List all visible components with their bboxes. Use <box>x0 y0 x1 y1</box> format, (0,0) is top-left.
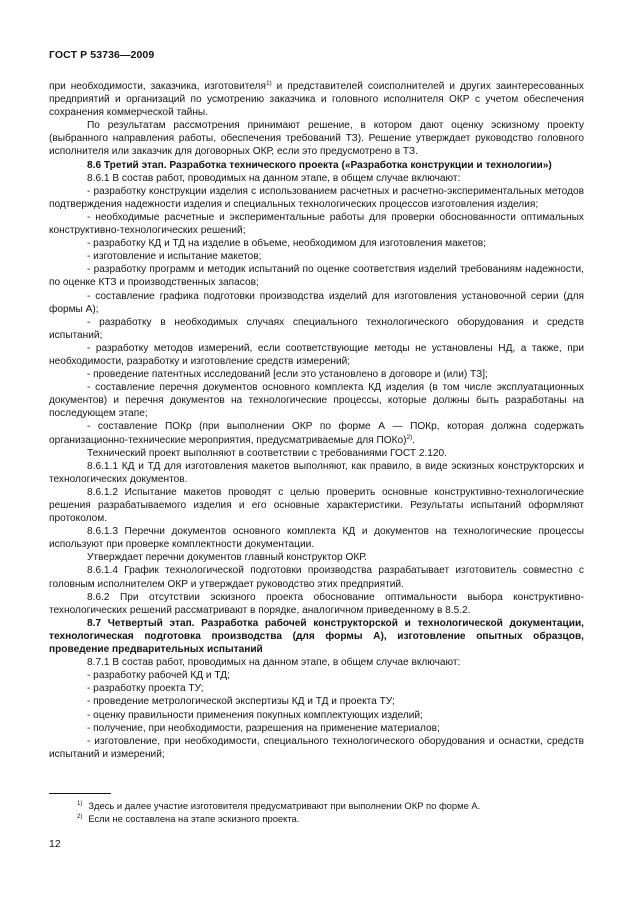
paragraph-text: - проведение патентных исследований [если это установлено в договоре и (или) ТЗ]; <box>87 369 488 381</box>
paragraph <box>49 316 584 342</box>
paragraph-text: 8.6.2 При отсутствии эскизного проекта обоснование оптимальности выбора конструктивно-технологических решений рассматривают в порядке, аналогичном приведенному в 8.5.2. <box>49 591 584 616</box>
paragraph <box>49 656 584 669</box>
paragraph-text: 8.6 Третий этап. Разработка технического проекта («Разработка конструкции и технологии») <box>87 159 552 171</box>
footnote-text: Если не составлена на этапе эскизного проекта. <box>88 813 300 824</box>
paragraph-text: Технический проект выполняют в соответствии с требованиями ГОСТ 2.120. <box>87 447 447 459</box>
paragraph <box>49 211 584 237</box>
paragraph-text: - изготовление и испытание макетов; <box>87 251 262 263</box>
paragraph-text: - разработку методов измерений, если соответствующие методы не установлены НД, а также, при необходимости, разработку и изготовление средств измерений; <box>49 342 584 367</box>
paragraph <box>49 460 584 486</box>
body-text <box>49 80 584 761</box>
paragraph-text: - разработку конструкции изделия с использованием расчетных и расчетно-экспериментальных методов подтверждения надежности изделия и специальных технологических процессов изготовления изделия; <box>49 185 584 210</box>
paragraph <box>49 722 584 735</box>
paragraph-text: 8.6.1.4 График технологической подготовки производства разрабатывает изготовитель совместно с головным исполнителем ОКР и утверждает руководство этих предприятий. <box>49 565 584 590</box>
footnote <box>77 799 584 812</box>
paragraph <box>49 709 584 722</box>
paragraph-text: - необходимые расчетные и экспериментальные работы для проверки обоснованности оптимальных конструктивно-технологических решений; <box>49 211 584 237</box>
footnote-reference[interactable]: 1) <box>265 80 272 87</box>
paragraph <box>49 263 584 289</box>
paragraph <box>49 447 584 460</box>
paragraph <box>49 185 584 211</box>
paragraph <box>49 564 584 590</box>
paragraph <box>49 486 584 525</box>
document-header: ГОСТ Р 53736—2009 <box>49 49 155 61</box>
paragraph <box>49 119 584 158</box>
paragraph-text: - разработку проекта ТУ; <box>87 683 204 695</box>
paragraph <box>49 695 584 708</box>
paragraph-text: - проведение метрологической экспертизы КД и ТД и проекта ТУ; <box>87 696 395 708</box>
paragraph <box>49 80 584 119</box>
footnote-text: Здесь и далее участие изготовителя предусматривают при выполнении ОКР по форме А. <box>88 800 481 811</box>
paragraph-text: 8.7.1 В состав работ, проводимых на данном этапе, в общем случае включают: <box>87 657 461 669</box>
paragraph-text: - разработку КД и ТД на изделие в объеме, необходимом для изготовления макетов; <box>87 238 486 250</box>
footnotes <box>49 799 584 825</box>
paragraph <box>49 159 584 172</box>
paragraph-text: Утверждает перечни документов главный конструктор ОКР. <box>87 552 367 564</box>
paragraph-text: 8.7 Четвертый этап. Разработка рабочей конструкторской и технологической документации, технологическая подготовка производства (для формы А), изготовление опытных образцов, проведение предварительных испытаний <box>49 617 584 656</box>
paragraph-text: - составление графика подготовки производства изделий для изготовления установочной серии (для формы А); <box>49 290 584 315</box>
paragraph <box>49 735 584 761</box>
paragraph-text: 8.6.1.3 Перечни документов основного комплекта КД и документов на технологические процессы используют при проверке комплектности документации. <box>49 526 584 551</box>
paragraph-text-tail: . <box>412 434 416 446</box>
paragraph-text: По результатам рассмотрения принимают решение, в котором дают оценку эскизному проекту (выбранного направления работы, обеспечения требований ТЗ). Решение утверждает руководство головного исполнителя или заказчик для договорных ОКР, если это предусмотрено в ТЗ. <box>49 120 584 158</box>
paragraph <box>49 591 584 617</box>
paragraph <box>49 381 584 420</box>
paragraph <box>49 617 584 656</box>
footnote-mark: 1) <box>77 801 83 807</box>
paragraph-text-tail: и представителей соисполнителей и других заинтересованных предприятий и организаций по усмотрению заказчика и головного исполнителя ОКР с учетом обеспечения сохранения коммерческой тайны. <box>49 81 584 119</box>
page-number: 12 <box>49 838 61 850</box>
paragraph-text: - разработку программ и методик испытаний по оценке соответствия изделий требованиям надежности, по оценке КТЗ и производственных запасов; <box>49 264 584 289</box>
paragraph <box>49 682 584 695</box>
paragraph-text: 8.6.1 В состав работ, проводимых на данном этапе, в общем случае включают: <box>87 172 461 184</box>
paragraph <box>49 368 584 381</box>
paragraph <box>49 172 584 185</box>
paragraph <box>49 551 584 564</box>
paragraph <box>49 237 584 250</box>
footnote-separator <box>49 793 111 794</box>
paragraph-text: - составление ПОКр (при выполнении ОКР по форме А — ПОКр, которая должна содержать организационно-технические мероприятия, предусматриваемые для ПОКо) <box>49 421 584 446</box>
paragraph <box>49 420 584 446</box>
paragraph-text: - разработку в необходимых случаях специального технологического оборудования и средств испытаний; <box>49 316 584 341</box>
paragraph <box>49 250 584 263</box>
footnote <box>77 812 584 825</box>
paragraph <box>49 669 584 682</box>
paragraph-text: - изготовление, при необходимости, специального технологического оборудования и оснастки, средств испытаний и измерений; <box>49 735 584 760</box>
paragraph-text: - составление перечня документов основного комплекта КД изделия (в том числе эксплуатационных документов) и перечня документов на технологические процессы, которые должны быть разработаны на последующем этапе; <box>49 382 584 420</box>
paragraph-text: 8.6.1.1 КД и ТД для изготовления макетов выполняют, как правило, в виде эскизных конструкторских и технологических документов. <box>49 460 584 485</box>
paragraph <box>49 525 584 551</box>
paragraph <box>49 342 584 368</box>
footnote-mark: 2) <box>77 814 83 820</box>
paragraph-text: - оценку правильности применения покупных комплектующих изделий; <box>87 709 423 721</box>
paragraph <box>49 290 584 316</box>
paragraph-text: при необходимости, заказчика, изготовителя <box>49 81 266 92</box>
paragraph-text: 8.6.1.2 Испытание макетов проводят с целью проверить основные конструктивно-технологические решения разрабатываемого изделия и его основные характеристики. Результаты испытаний оформляют протоколом. <box>49 486 584 525</box>
footnote-reference[interactable]: 2) <box>406 433 413 441</box>
paragraph-text: - получение, при необходимости, разрешения на применение материалов; <box>87 722 440 734</box>
paragraph-text: - разработку рабочей КД и ТД; <box>87 670 230 682</box>
